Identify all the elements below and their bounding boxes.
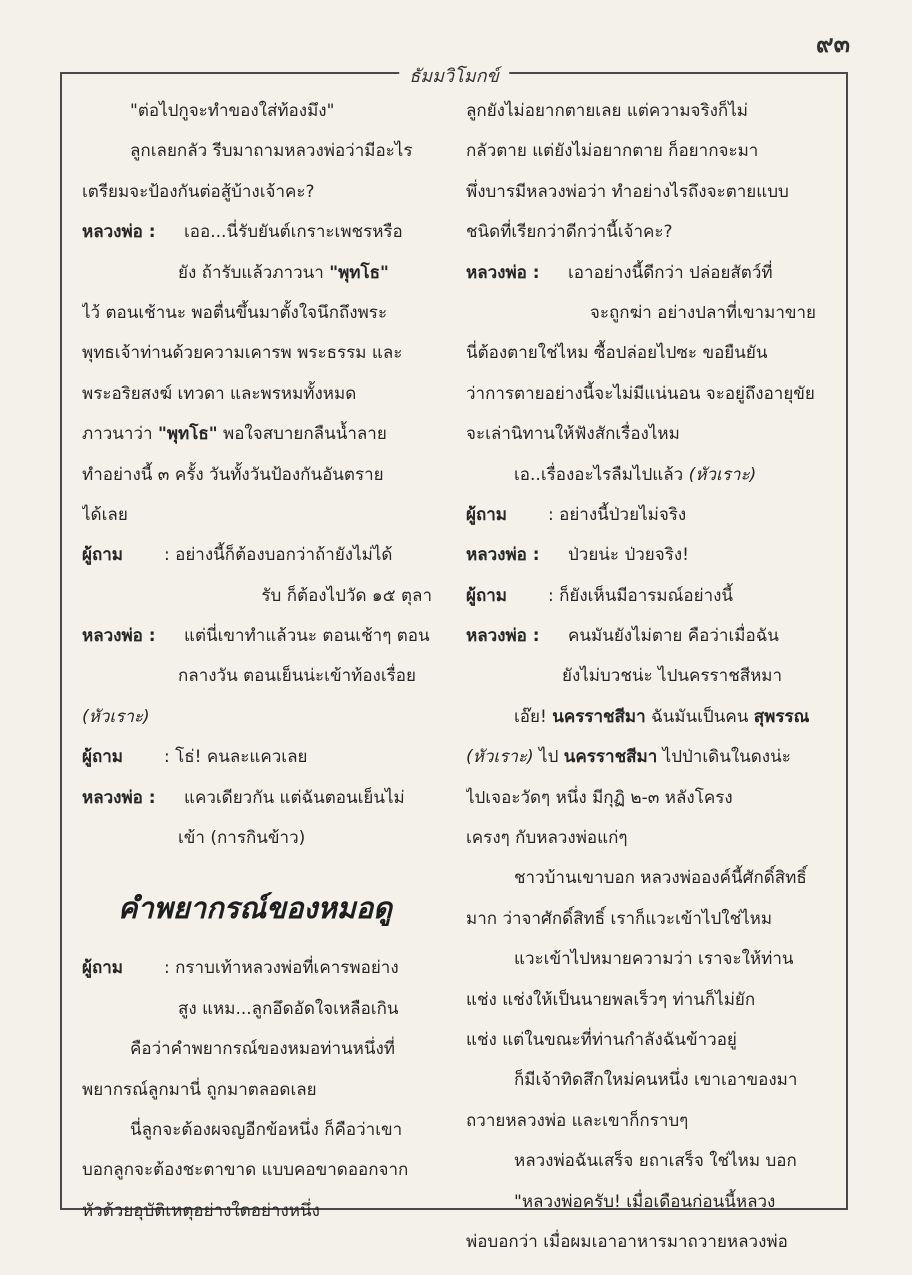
page-number: ๙๓ [816, 30, 850, 58]
text-line: นี่ต้องตายใช่ไหม ซื้อปล่อยไปซะ ขอยืนยัน [466, 343, 768, 364]
dialogue-line [82, 737, 438, 777]
text-line: มาก ว่าจาศักดิ์สิทธิ์ เราก็แวะเข้าไปใช่ไหม [466, 908, 773, 929]
text-line: จะเล่านิทานให้ฟังสักเรื่องไหม [466, 424, 680, 445]
text-line: คือว่าคำพยากรณ์ของหมอท่านหนึ่งที่ [130, 1039, 395, 1060]
speaker-label: ผู้ถาม [466, 585, 508, 606]
dialogue-text: แควเดียวกัน แต่ฉันตอนเย็นไม่ [184, 787, 405, 808]
speaker-label: หลวงพ่อ : [82, 787, 156, 808]
speaker-label: ผู้ถาม [466, 504, 508, 525]
text-span: ไปป่าเดินในดงน่ะ [657, 747, 791, 768]
dialogue-text: : อย่างนี้ก็ต้องบอกว่าถ้ายังไม่ได้ [164, 545, 393, 566]
text-span: เอ..เรื่องอะไรลืมไปแล้ว [514, 464, 689, 485]
text-line: ไว้ ตอนเช้านะ พอตื่นขึ้นมาตั้งใจนึกถึงพระ [82, 302, 388, 323]
text-line: เข้า (การกินข้าว) [178, 828, 306, 849]
text-span: เอ๊ย! [514, 706, 553, 727]
text-line [82, 414, 438, 454]
text-line: หัวด้วยอุบัติเหตุอย่างใดอย่างหนึ่ง [82, 1200, 320, 1221]
text-line: สูง แหม...ลูกอึดอัดใจเหลือเกิน [178, 998, 399, 1019]
text-line: ลูกเลยกลัว รีบมาถามหลวงพ่อว่ามีอะไร [130, 141, 413, 162]
text-span: ยัง ถ้ารับแล้วภาวนา [178, 262, 330, 283]
dialogue-line [82, 778, 438, 818]
text-line: "ต่อไปกูจะทำของใส่ท้องมึง" [130, 101, 335, 121]
right-column [466, 91, 822, 1262]
left-column [82, 91, 438, 1231]
text-line: "หลวงพ่อครับ! เมื่อเดือนก่อนนี้หลวง [514, 1191, 776, 1212]
dialogue-line [466, 495, 822, 535]
page-frame [60, 66, 848, 1252]
dialogue-text: เออ...นี่รับยันต์เกราะเพชรหรือ [184, 222, 403, 243]
dialogue-text: : ก็ยังเห็นมีอารมณ์อย่างนี้ [548, 585, 734, 606]
dialogue-text: แต่นี่เขาทำแล้วนะ ตอนเช้าๆ ตอน [184, 626, 430, 647]
dialogue-text: เอาอย่างนี้ดีกว่า ปล่อยสัตว์ที่ [568, 262, 773, 283]
text-line: แวะเข้าไปหมายความว่า เราจะให้ท่าน [514, 949, 794, 970]
text-line: กลัวตาย แต่ยังไม่อยากตาย ก็อยากจะมา [466, 141, 759, 162]
dialogue-line [82, 535, 438, 575]
dialogue-line [466, 576, 822, 616]
dialogue-line [82, 948, 438, 988]
text-span: ภาวนาว่า [82, 424, 158, 445]
text-line: ว่าการตายอย่างนี้จะไม่มีแน่นอน จะอยู่ถึงอายุขัย [466, 383, 815, 404]
text-line: ไปเจอะวัดๆ หนึ่ง มีกุฏิ ๒-๓ หลังโครง [466, 787, 733, 808]
bold-text: "พุทโธ" [329, 262, 389, 283]
dialogue-text: คนมันยังไม่ตาย คือว่าเมื่อฉัน [568, 626, 779, 647]
text-line [466, 455, 822, 495]
text-line: กลางวัน ตอนเย็นน่ะเข้าท้องเรื่อย [178, 666, 416, 687]
text-line: เตรียมจะป้องกันต่อสู้บ้างเจ้าคะ? [82, 181, 315, 202]
section-heading: คำพยากรณ์ของหมอดู [118, 891, 392, 926]
text-line: จะถูกฆ่า อย่างปลาที่เขามาขาย [589, 302, 816, 323]
text-line: ชาวบ้านเขาบอก หลวงพ่อองค์นี้ศักดิ์สิทธิ์ [514, 868, 807, 889]
italic-text: (หัวเราะ) [466, 747, 534, 768]
italic-text: (หัวเราะ) [688, 464, 757, 485]
text-line: ยังไม่บวชน่ะ ไปนครราชสีหมา [562, 666, 783, 687]
text-line: พยากรณ์ลูกมานี่ ถูกมาตลอดเลย [82, 1079, 317, 1100]
dialogue-text: : กราบเท้าหลวงพ่อที่เคารพอย่าง [164, 958, 399, 979]
speaker-label: ผู้ถาม [82, 747, 124, 768]
text-line: พ่อบอกว่า เมื่อผมเอาอาหารมาถวายหลวงพ่อ [466, 1231, 788, 1252]
text-line [466, 697, 822, 737]
dialogue-line [466, 616, 822, 656]
text-line [82, 253, 438, 293]
bold-text: นครราชสีมา [563, 747, 658, 768]
text-line: แช่ง แช่งให้เป็นนายพลเร็วๆ ท่านก็ไม่ยัก [466, 989, 756, 1010]
text-line: หลวงพ่อฉันเสร็จ ยถาเสร็จ ใช่ไหม บอก [514, 1151, 797, 1172]
speaker-label: ผู้ถาม [82, 958, 124, 979]
text-line: พุทธเจ้าท่านด้วยความเคารพ พระธรรม และ [82, 343, 403, 364]
speaker-label: หลวงพ่อ : [466, 262, 540, 283]
text-line: พระอริยสงฆ์ เทวดา และพรหมทั้งหมด [82, 383, 357, 404]
dialogue-line [466, 535, 822, 575]
dialogue-line [82, 212, 438, 252]
text-line: ก็มีเจ้าทิดสึกใหม่คนหนึ่ง เขาเอาของมา [514, 1070, 798, 1091]
text-line: ทำอย่างนี้ ๓ ครั้ง วันทั้งวันป้องกันอันตราย [82, 464, 384, 485]
bold-text: "พุทโธ" [157, 424, 218, 445]
text-span: พอใจสบายกลืนน้ำลาย [217, 424, 387, 445]
text-line: ชนิดที่เรียกว่าดีกว่านี้เจ้าคะ? [466, 222, 673, 243]
text-span: ไป [533, 747, 564, 768]
text-line: (หัวเราะ) [82, 706, 150, 727]
text-line: รับ ก็ต้องไปวัด ๑๕ ตุลา [261, 585, 432, 606]
dialogue-text: : โธ่! คนละแควเลย [164, 747, 308, 768]
text-line: เครงๆ กับหลวงพ่อแก่ๆ [466, 828, 628, 849]
speaker-label: หลวงพ่อ : [82, 626, 156, 647]
text-span: ฉันมันเป็นคน [645, 706, 754, 727]
text-line: ถวายหลวงพ่อ และเขาก็กราบๆ [466, 1110, 689, 1131]
text-line: นี่ลูกจะต้องผจญอีกข้อหนึ่ง ก็คือว่าเขา [130, 1119, 403, 1140]
text-line: ได้เลย [82, 504, 128, 525]
running-header: ธัมมวิโมกข์ [399, 61, 509, 90]
bold-text: สุพรรณ [753, 706, 810, 727]
dialogue-text: : อย่างนี้ป่วยไม่จริง [548, 504, 687, 525]
dialogue-text: ป่วยน่ะ ป่วยจริง! [568, 545, 689, 566]
dialogue-line [82, 616, 438, 656]
speaker-label: หลวงพ่อ : [466, 545, 540, 566]
text-line: ลูกยังไม่อยากตายเลย แต่ความจริงก็ไม่ [466, 101, 748, 121]
text-line: พึ่งบารมีหลวงพ่อว่า ทำอย่างไรถึงจะตายแบบ [466, 181, 789, 202]
speaker-label: หลวงพ่อ : [82, 222, 156, 243]
speaker-label: ผู้ถาม [82, 545, 124, 566]
bold-text: นครราชสีมา [552, 706, 646, 727]
speaker-label: หลวงพ่อ : [466, 626, 540, 647]
text-line [466, 737, 822, 777]
text-line: บอกลูกจะต้องชะตาขาด แบบคอขาดออกจาก [82, 1160, 409, 1181]
dialogue-line [466, 253, 822, 293]
text-line: แช่ง แต่ในขณะที่ท่านกำลังฉันข้าวอยู่ [466, 1029, 737, 1050]
